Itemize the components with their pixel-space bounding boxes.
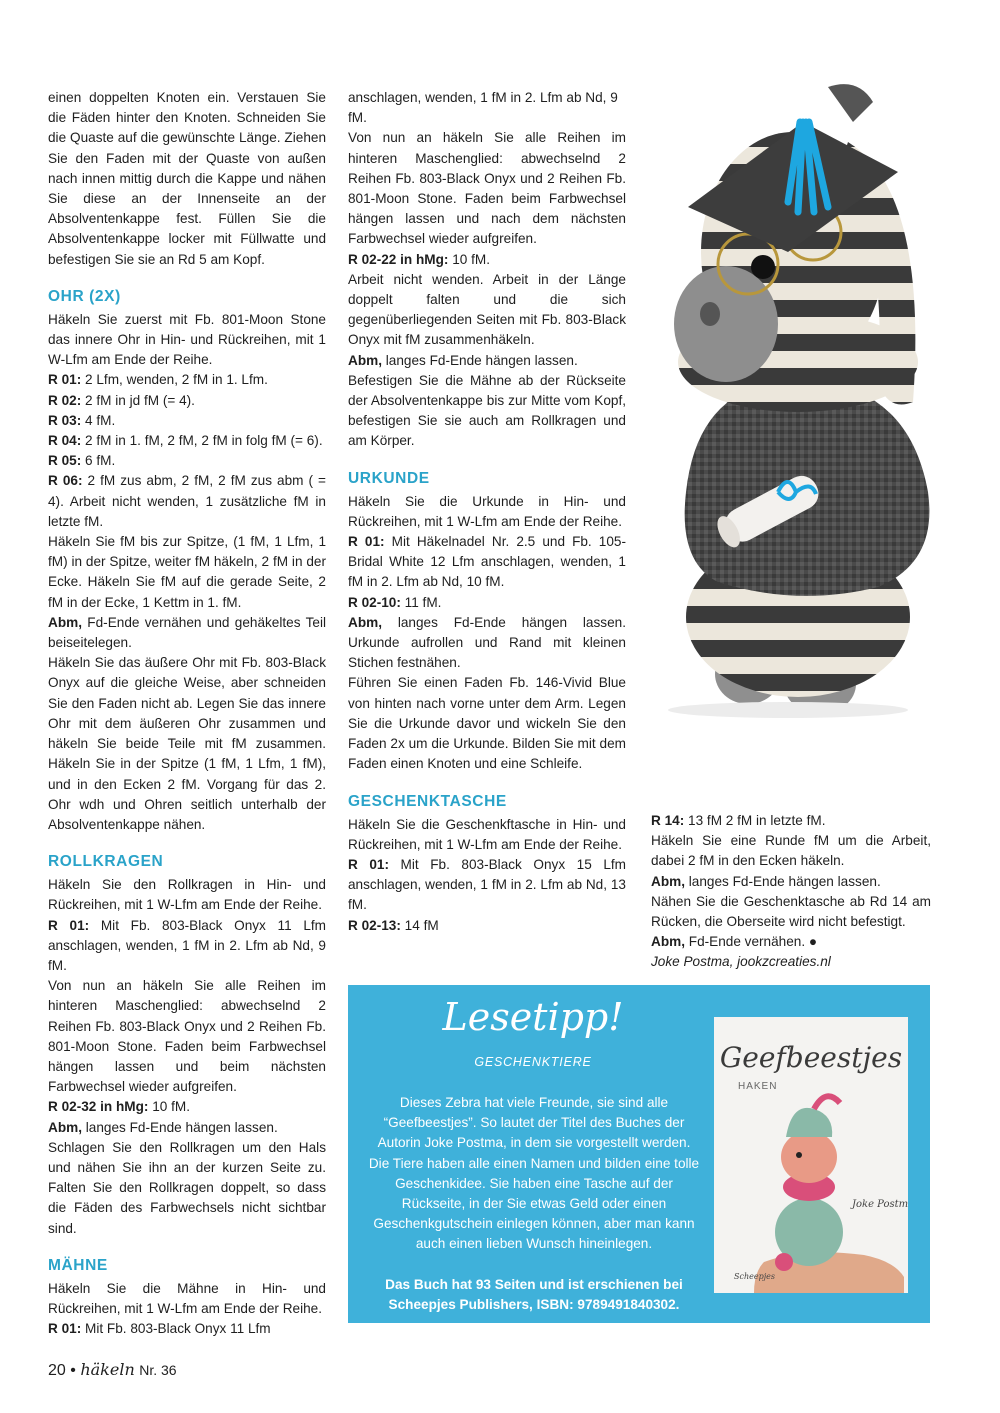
paragraph: Nähen Sie die Geschenktasche ab Rd 14 am Rücken, die Oberseite wird nicht befestigt.	[651, 893, 931, 930]
section-title-rollkragen: ROLLKRAGEN	[48, 853, 164, 871]
credit: Joke Postma, jookzcreaties.nl	[651, 954, 831, 970]
book-title: Geefbeestjes	[719, 1041, 903, 1074]
reading-tip-box	[348, 985, 930, 1323]
paragraph: Häkeln Sie die Geschenkftasche in Hin- und Rückreihen, mit 1 W-Lfm am Ende der Reihe.	[348, 816, 626, 852]
row-instruction: R 05: 6 fM.	[48, 453, 116, 469]
row-instruction: R 06: 2 fM zus abm, 2 fM, 2 fM zus abm ( = 4). Arbeit nicht wenden, 1 zusätzliche fM in letzte fM.	[48, 473, 326, 529]
row-instruction: R 02-13: 14 fM	[348, 917, 439, 933]
tip-body: Dieses Zebra hat viele Freunde, sie sind alle “Geefbeestjes”. So lautet der Titel des Buches der Autorin Joke Postma, in dem sie vorgestellt werden. Die Tiere haben alle einen Namen und bilden eine tolle Geschenkidee. Sie haben eine Tasche auf der Rückseite, in der Sie etwas Geld oder einen Geschenkgutschein einlegen können, aber man kann auch einen lieben Wunsch hineinlegen.	[368, 1095, 700, 1252]
magazine-name: häkeln	[80, 1360, 135, 1379]
paragraph: Arbeit nicht wenden. Arbeit in der Länge doppelt falten und die sich gegenüberliegenden Seiten mit Fb. 803-Black Onyx mit fM zusammenhäkeln.	[348, 271, 626, 348]
page-footer	[48, 1360, 177, 1380]
row-instruction: R 01: Mit Fb. 803-Black Onyx 11 Lfm anschlagen, wenden, 1 fM in 2. Lfm ab Nd, 9 fM.	[48, 917, 326, 973]
book-cover	[714, 1017, 908, 1293]
paragraph: Häkeln Sie eine Runde fM um die Arbeit, dabei 2 fM in den Ecken häkeln.	[651, 833, 931, 869]
zebra-amigurumi-photo	[628, 62, 970, 807]
text-column-2	[348, 88, 626, 936]
section-title-mahne: MÄHNE	[48, 1256, 108, 1274]
row-instruction: R 01: Mit Fb. 803-Black Onyx 11 Lfm	[48, 1321, 271, 1337]
row-instruction: R 02-10: 11 fM.	[348, 594, 442, 610]
tip-book-info: Das Buch hat 93 Seiten und ist erschienen bei Scheepjes Publishers, ISBN: 9789491840302.	[385, 1277, 683, 1313]
section-title-ohr: OHR (2X)	[48, 287, 121, 305]
row-instruction: R 14: 13 fM 2 fM in letzte fM.	[651, 813, 826, 828]
book-cover-illustration	[714, 1017, 908, 1293]
row-instruction: Abm, langes Fd-Ende hängen lassen. Urkunde aufrollen und Rand mit kleinen Stichen festnähen.	[348, 614, 626, 671]
paragraph: Von nun an häkeln Sie alle Reihen im hinteren Maschenglied: abwechselnd 2 Reihen Fb. 803-Black Onyx und 2 Reihen Fb. 801-Moon Stone. Faden beim Farbwechsel hängen lassen und beim nächsten Farbwechsel wieder aufgreifen.	[48, 978, 326, 1095]
paragraph: Führen Sie einen Faden Fb. 146-Vivid Blue von hinten nach vorne unter dem Arm. Legen Sie die Urkunde davor und wickeln Sie den Faden 2x um die Urkunde. Bilden Sie mit dem Faden einen Knoten und eine Schleife.	[348, 675, 626, 772]
row-instruction: Abm, langes Fd-Ende hängen lassen.	[48, 1119, 278, 1135]
row-instruction: R 02-22 in hMg: 10 fM.	[348, 251, 491, 267]
row-instruction: R 02-32 in hMg: 10 fM.	[48, 1099, 191, 1115]
paragraph: Häkeln Sie das äußere Ohr mit Fb. 803-Black Onyx auf die gleiche Weise, aber schneiden Sie den Faden nicht ab. Legen Sie das innere Ohr mit dem äußeren Ohr zusammen und häkeln Sie beide Teile mit fM zusammen. Häkeln Sie in der Spitze (1 fM, 1 Lfm, 1 fM), und in den Ecken 2 fM. Vorgang für das 2. Ohr wdh und Ohren seitlich unterhalb der Absolventenkappe nähen.	[48, 655, 326, 832]
row-instruction: R 01: Mit Fb. 803-Black Onyx 15 Lfm anschlagen, wenden, 1 fM in 2. Lfm ab Nd, 13 fM.	[348, 856, 626, 913]
paragraph: Von nun an häkeln Sie alle Reihen im hinteren Maschenglied: abwechselnd 2 Reihen Fb. 803-Black Onyx und 2 Reihen Fb. 801-Moon Stone. Faden beim Farbwechsel hängen lassen und nach dem nächsten Farbwechsel wieder aufgreifen.	[348, 130, 626, 247]
tip-subtitle: GESCHENKTIERE	[474, 1055, 592, 1069]
row-instruction: Abm, Fd-Ende vernähen und gehäkeltes Teil beiseitelegen.	[48, 614, 326, 651]
tip-title: Lesetipp!	[442, 995, 624, 1039]
row-instruction: R 01: 2 Lfm, wenden, 2 fM in 1. Lfm.	[48, 372, 268, 388]
row-instruction: R 03: 4 fM.	[48, 412, 116, 428]
row-instruction: R 01: Mit Häkelnadel Nr. 2.5 und Fb. 105-Bridal White 12 Lfm anschlagen, wenden, 1 fM in 2. Lfm ab Nd, 10 fM.	[348, 534, 626, 590]
book-publisher: Scheepjes	[734, 1272, 776, 1281]
paragraph: Schlagen Sie den Rollkragen um den Hals und nähen Sie ihn an der kurzen Seite zu. Falten Sie den Rollkragen doppelt, so dass die Fäden des Farbwechsels nicht sichtbar sind.	[48, 1139, 326, 1236]
paragraph: Häkeln Sie den Rollkragen in Hin- und Rückreihen, mit 1 W-Lfm am Ende der Reihe.	[48, 877, 326, 913]
paragraph: Häkeln Sie die Urkunde in Hin- und Rückreihen, mit 1 W-Lfm am Ende der Reihe.	[348, 493, 626, 529]
section-title-geschenktasche: GESCHENKTASCHE	[348, 792, 507, 810]
paragraph: anschlagen, wenden, 1 fM in 2. Lfm ab Nd, 9 fM.	[348, 90, 618, 126]
paragraph: einen doppelten Knoten ein. Verstauen Sie die Fäden hinter den Knoten. Schneiden Sie die Quaste auf die gewünschte Länge. Ziehen Sie den Faden mit der Quaste von außen nach innen mittig durch die Kappe und nähen Sie diese an der Innenseite an der Absolventenkappe fest. Füllen Sie die Absolventenkappe locker mit Füllwatte und befestigen Sie sie an Rd 5 am Kopf.	[48, 90, 326, 267]
row-instruction: Abm, langes Fd-Ende hängen lassen.	[651, 873, 881, 889]
text-column-3	[651, 811, 931, 973]
footer-separator: •	[70, 1362, 76, 1379]
paragraph: Befestigen Sie die Mähne ab der Rückseite der Absolventenkappe bis zur Mitte vom Kopf, befestigen Sie sie auch am Rollkragen und am Körper.	[348, 372, 626, 449]
paragraph: Häkeln Sie fM bis zur Spitze, (1 fM, 1 Lfm, 1 fM) in der Spitze, weiter fM häkeln, 2 fM in der Ecke. Häkeln Sie fM auf die gerade Seite, 2 fM in der Ecke, 1 Kettm in 1. fM.	[48, 534, 326, 610]
section-title-urkunde: URKUNDE	[348, 469, 430, 487]
book-author: Joke Postma	[852, 1199, 908, 1210]
page-number: 20	[48, 1362, 66, 1379]
paragraph: Häkeln Sie zuerst mit Fb. 801-Moon Stone das innere Ohr in Hin- und Rückreihen, mit 1 W-Lfm am Ende der Reihe.	[48, 311, 326, 368]
paragraph: Häkeln Sie die Mähne in Hin- und Rückreihen, mit 1 W-Lfm am Ende der Reihe.	[48, 1280, 326, 1316]
book-subtitle: HAKEN	[738, 1081, 778, 1092]
row-instruction: Abm, langes Fd-Ende hängen lassen.	[348, 352, 578, 368]
issue-number: Nr. 36	[139, 1362, 177, 1378]
row-instruction: R 02: 2 fM in jd fM (= 4).	[48, 392, 195, 408]
row-instruction: Abm, Fd-Ende vernähen. ●	[651, 934, 818, 950]
text-column-1	[48, 88, 326, 1339]
row-instruction: R 04: 2 fM in 1. fM, 2 fM, 2 fM in folg fM (= 6).	[48, 433, 323, 449]
